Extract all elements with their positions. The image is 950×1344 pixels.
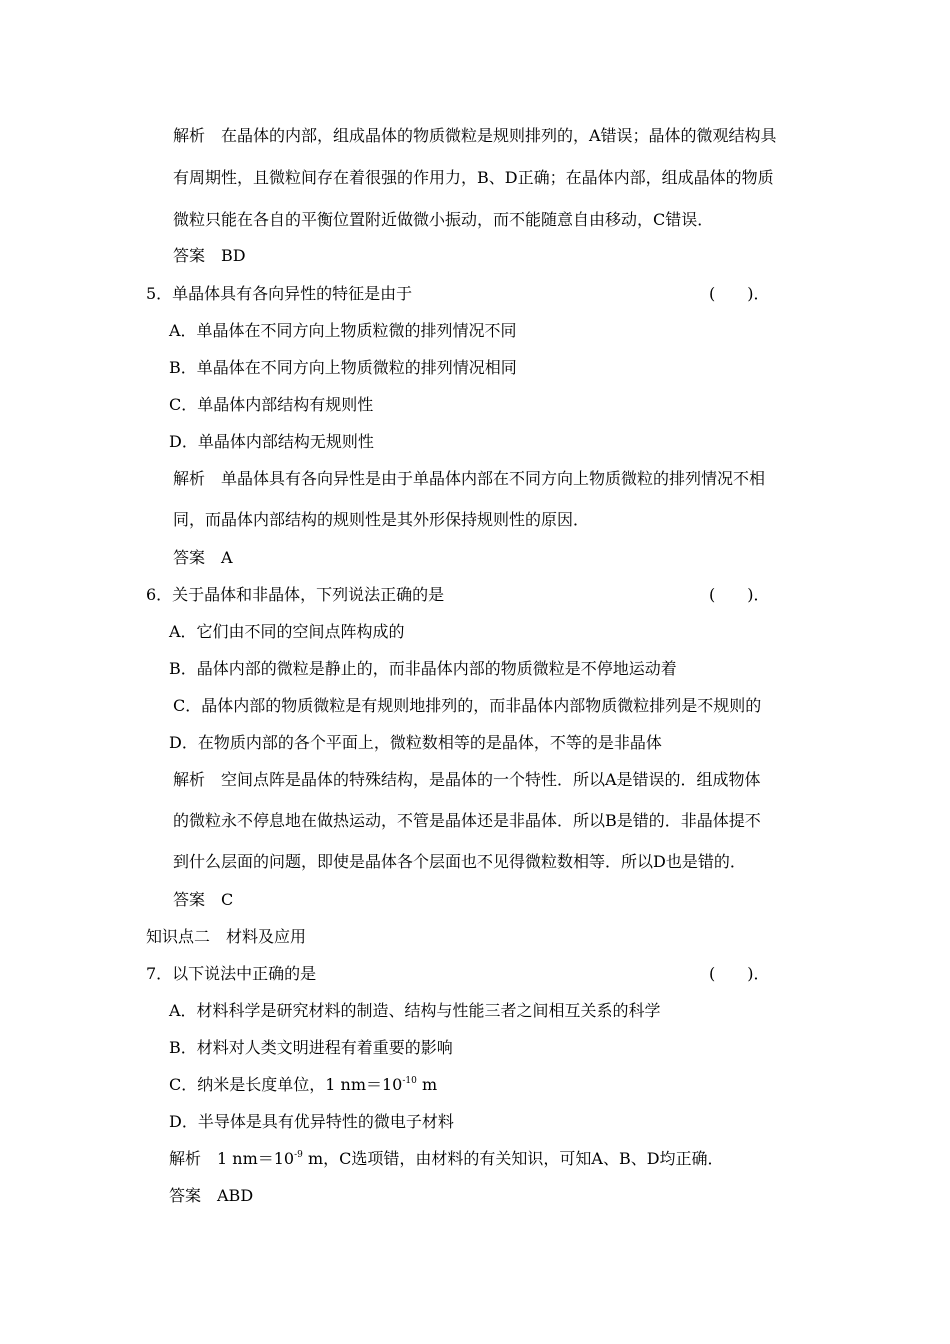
q7-option-c-text: C．纳米是长度单位，1 nm＝10 [169,1075,403,1094]
q7-answer: 答案 ABD [169,1186,254,1205]
section-heading: 知识点二 材料及应用 [146,927,307,946]
q5-option-d: D．单晶体内部结构无规则性 [169,432,374,451]
q6-answer-paren: ( )． [709,585,770,604]
q5-option-b: B．单晶体在不同方向上物质微粒的排列情况相同 [169,358,517,377]
q5-analysis-line-1: 解析 单晶体具有各向异性是由于单晶体内部在不同方向上物质微粒的排列情况不相 [173,469,766,488]
q6-answer: 答案 C [173,890,234,909]
q5-answer: 答案 A [173,548,233,567]
q5-answer-paren: ( )． [709,284,770,303]
q7-option-c [169,1075,437,1095]
q4-analysis-line-1: 解析 在晶体的内部，组成晶体的物质微粒是规则排列的，A错误；晶体的微观结构具 [173,126,777,145]
q6-option-a: A．它们由不同的空间点阵构成的 [169,622,405,641]
q7-answer-paren: ( )． [709,964,770,983]
q5-option-a: A．单晶体在不同方向上物质粒微的排列情况不同 [169,321,517,340]
q6-analysis-line-3: 到什么层面的问题，即使是晶体各个层面也不见得微粒数相等．所以D也是错的． [173,852,746,871]
q7-option-c-exponent: -10 [402,1076,417,1086]
q7-stem: 7．以下说法中正确的是 [146,964,317,983]
q5-option-c: C．单晶体内部结构有规则性 [169,395,374,414]
q4-answer: 答案 BD [173,246,246,265]
q6-analysis-line-1: 解析 空间点阵是晶体的特殊结构，是晶体的一个特性．所以A是错误的．组成物体 [173,770,761,789]
q7-analysis-text: 解析 1 nm＝10 [169,1149,295,1168]
q5-stem: 5．单晶体具有各向异性的特征是由于 [146,284,413,303]
q7-analysis [169,1149,724,1169]
q6-stem: 6．关于晶体和非晶体，下列说法正确的是 [146,585,445,604]
q6-option-d: D．在物质内部的各个平面上，微粒数相等的是晶体，不等的是非晶体 [169,733,662,752]
q6-option-c: C．晶体内部的物质微粒是有规则地排列的，而非晶体内部物质微粒排列是不规则的 [173,696,762,715]
q7-option-c-unit: m [416,1075,438,1094]
q5-analysis-line-2: 同，而晶体内部结构的规则性是其外形保持规则性的原因． [173,510,590,529]
q7-option-d: D．半导体是具有优异特性的微电子材料 [169,1112,454,1131]
q4-analysis-line-2: 有周期性，且微粒间存在着很强的作用力，B、D正确；在晶体内部，组成晶体的物质 [173,168,774,187]
q4-analysis-line-3: 微粒只能在各自的平衡位置附近做微小振动，而不能随意自由移动，C错误． [173,210,714,229]
q6-analysis-line-2: 的微粒永不停息地在做热运动，不管是晶体还是非晶体．所以B是错的．非晶体提不 [173,811,761,830]
q7-option-b: B．材料对人类文明进程有着重要的影响 [169,1038,453,1057]
q6-option-b: B．晶体内部的微粒是静止的，而非晶体内部的物质微粒是不停地运动着 [169,659,677,678]
q7-analysis-exponent: -9 [294,1150,303,1160]
q7-option-a: A．材料科学是研究材料的制造、结构与性能三者之间相互关系的科学 [169,1001,661,1020]
q7-analysis-rest: m，C选项错，由材料的有关知识，可知A、B、D均正确． [302,1149,724,1168]
